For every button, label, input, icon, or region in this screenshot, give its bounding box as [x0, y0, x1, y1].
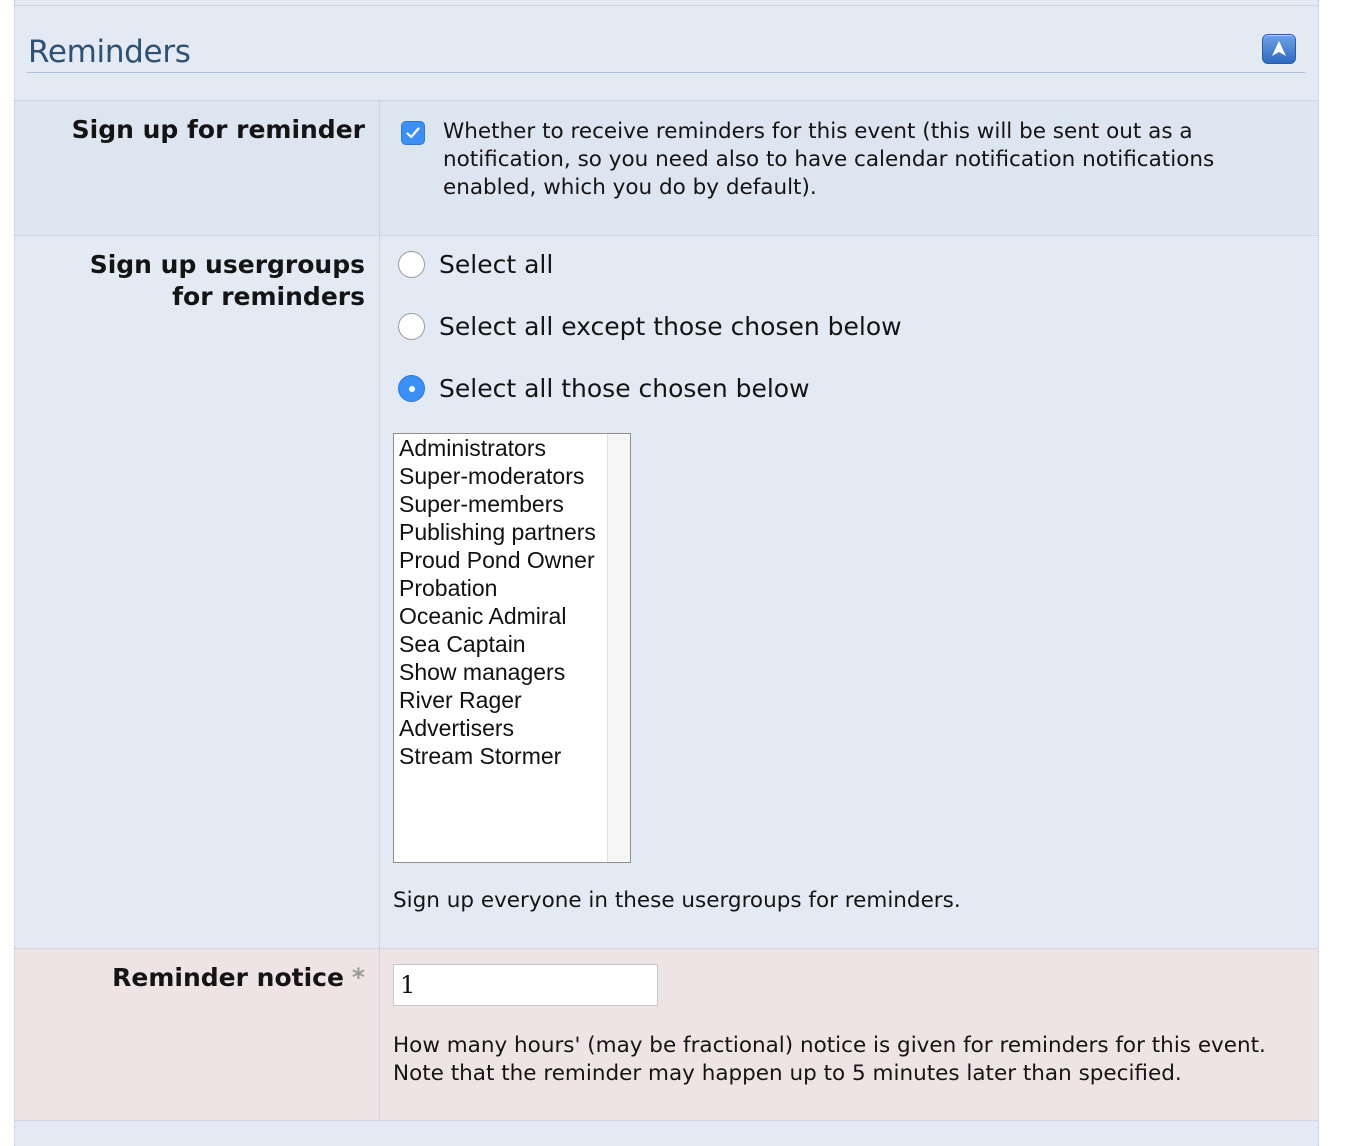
reminder-notice-label: Reminder notice	[112, 963, 344, 992]
list-item[interactable]: Sea Captain	[399, 631, 526, 657]
sign-up-reminder-row	[15, 100, 1318, 235]
list-item[interactable]: Super-moderators	[399, 463, 585, 489]
required-asterisk: *	[351, 963, 365, 992]
collapse-up-icon[interactable]	[1262, 34, 1296, 64]
radio-label: Select all those chosen below	[439, 374, 810, 403]
usergroups-listbox[interactable]	[393, 433, 631, 863]
bottom-divider	[15, 1120, 1318, 1121]
reminders-panel	[14, 0, 1319, 1146]
usergroups-row	[15, 235, 1318, 948]
section-title: Reminders	[28, 34, 191, 70]
sign-up-reminder-checkbox[interactable]	[401, 121, 425, 145]
reminder-notice-row	[15, 948, 1318, 1120]
usergroups-list	[399, 434, 596, 770]
radio-button[interactable]	[398, 251, 425, 278]
sign-up-reminder-description: Whether to receive reminders for this event (this will be sent out as a notification, so you need also to have calendar notification notifications enabled, which you do by default).	[443, 119, 1215, 200]
list-item[interactable]: Super-members	[399, 491, 564, 517]
list-item[interactable]: River Rager	[399, 687, 522, 713]
list-item[interactable]: Probation	[399, 575, 498, 601]
listbox-scrollbar[interactable]	[607, 434, 630, 862]
usergroups-description: Sign up everyone in these usergroups for reminders.	[393, 888, 961, 913]
radio-button[interactable]	[398, 313, 425, 340]
label-cell	[15, 236, 380, 948]
radio-button-selected[interactable]	[398, 375, 425, 402]
list-item[interactable]: Oceanic Admiral	[399, 603, 567, 629]
label-cell	[15, 949, 380, 1120]
list-item[interactable]: Show managers	[399, 659, 566, 685]
reminder-notice-description: How many hours' (may be fractional) notice is given for reminders for this event. Note that the reminder may happen up to 5 minutes later than specified.	[393, 1033, 1266, 1086]
title-underline	[27, 72, 1305, 73]
sign-up-reminder-label: Sign up for reminder	[71, 115, 365, 144]
section-header	[15, 6, 1318, 100]
label-cell	[15, 101, 380, 235]
list-item[interactable]: Administrators	[399, 435, 546, 461]
radio-label: Select all	[439, 250, 554, 279]
radio-label: Select all except those chosen below	[439, 312, 902, 341]
usergroups-label: Sign up usergroups for reminders	[89, 250, 365, 311]
reminder-notice-input[interactable]	[393, 964, 658, 1006]
list-item[interactable]: Publishing partners	[399, 519, 596, 545]
reminder-notice-label-wrap	[112, 962, 365, 994]
list-item[interactable]: Proud Pond Owner	[399, 547, 595, 573]
list-item[interactable]: Advertisers	[399, 715, 515, 741]
list-item[interactable]: Stream Stormer	[399, 743, 562, 769]
